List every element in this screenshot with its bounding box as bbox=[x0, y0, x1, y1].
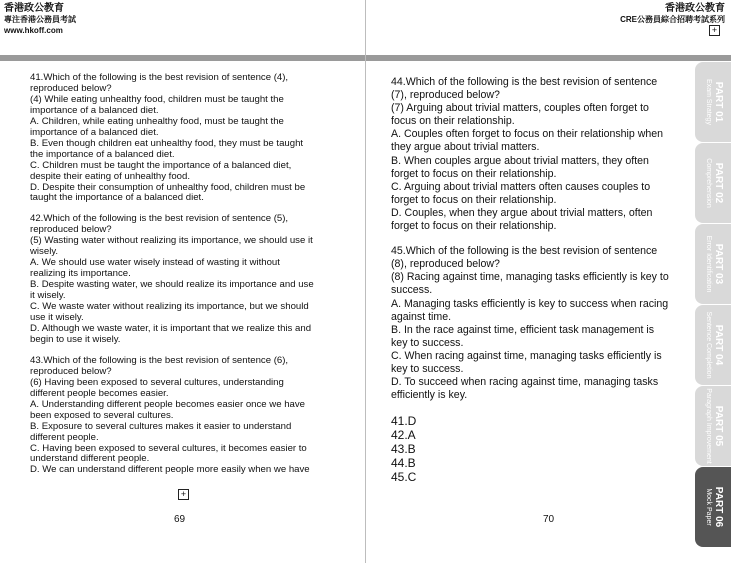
question-line: different people becomes easier. bbox=[30, 387, 169, 399]
question-line: (6) Having been exposed to several cultures, understanding bbox=[30, 376, 284, 388]
question-line: realizing its importance. bbox=[30, 268, 131, 280]
series-title: CRE公務員綜合招聘考試系列 bbox=[620, 15, 725, 24]
publisher-brand bbox=[4, 3, 76, 36]
answer-item: 41.D bbox=[391, 414, 417, 429]
question-line: forget to focus on their relationship. bbox=[391, 193, 557, 206]
answer-item: 44.B bbox=[391, 456, 416, 471]
tab-part-number: PART 03 bbox=[713, 243, 724, 285]
question-line: A. Understanding different people becomes easier once we have bbox=[30, 398, 306, 410]
tab-label: Sentence Completion bbox=[705, 311, 712, 379]
tab-part-number: PART 05 bbox=[713, 405, 724, 447]
question-list bbox=[30, 73, 335, 486]
right-page bbox=[366, 0, 731, 563]
question-line: importance of a balanced diet. bbox=[30, 104, 159, 116]
question-line: 44.Which of the following is the best revision of sentence bbox=[391, 76, 658, 88]
question-line: understand different people. bbox=[30, 453, 150, 465]
question-line: (5) Wasting water without realizing its importance, we should use it bbox=[30, 235, 313, 247]
question-line: 45.Which of the following is the best revision of sentence bbox=[391, 245, 658, 258]
question-line: D. Although we waste water, it is important that we realize this and bbox=[30, 322, 312, 334]
question-line: key to success. bbox=[391, 336, 464, 349]
tab-part-05[interactable] bbox=[695, 386, 731, 466]
section-tabs bbox=[695, 62, 731, 548]
header-band bbox=[0, 55, 366, 61]
question-line: despite their eating of unhealthy food. bbox=[30, 170, 191, 182]
question-line: 42.Which of the following is the best revision of sentence (5), bbox=[30, 213, 289, 225]
question-line: importance of a balanced diet. bbox=[30, 126, 159, 138]
question-line: efficiently is key. bbox=[391, 389, 468, 402]
question-line: against time. bbox=[391, 310, 452, 323]
question-line: D. We can understand different people more easily when we have bbox=[30, 464, 310, 476]
answer-item: 45.C bbox=[391, 470, 417, 485]
question-41 bbox=[30, 73, 335, 204]
question-line: begin to use it wisely. bbox=[30, 333, 121, 345]
question-line: A. Managing tasks efficiently is key to success when racing bbox=[391, 297, 669, 310]
brand-subtitle: 專注香港公務員考試 bbox=[4, 15, 76, 24]
question-line: 43.Which of the following is the best revision of sentence (6), bbox=[30, 354, 289, 366]
question-line: C. Children must be taught the importance of a balanced diet, bbox=[30, 159, 292, 171]
tab-part-number: PART 01 bbox=[713, 81, 724, 123]
tab-part-03[interactable] bbox=[695, 224, 731, 304]
answer-key bbox=[391, 414, 691, 484]
header-band bbox=[366, 55, 731, 61]
tab-part-01[interactable] bbox=[695, 62, 731, 142]
answer-item: 42.A bbox=[391, 428, 416, 443]
question-line: they argue about trivial matters. bbox=[391, 141, 540, 154]
question-line: reproduced below? bbox=[30, 224, 112, 236]
tab-part-number: PART 02 bbox=[713, 162, 724, 204]
question-line: forget to focus on their relationship. bbox=[391, 220, 557, 233]
question-line: (8) Racing against time, managing tasks efficiently is key to bbox=[391, 271, 669, 284]
tab-label: Paragraph Improvement bbox=[705, 388, 712, 464]
question-line: B. Even though children eat unhealthy food, they must be taught bbox=[30, 137, 304, 149]
publisher-brand bbox=[620, 3, 725, 25]
question-list bbox=[391, 76, 691, 484]
question-line: different people. bbox=[30, 431, 99, 443]
question-line: focus on their relationship. bbox=[391, 115, 515, 128]
plus-icon: + bbox=[709, 25, 720, 36]
brand-title: 香港政公教育 bbox=[4, 3, 64, 14]
page-number: 70 bbox=[543, 514, 555, 525]
question-line: key to success. bbox=[391, 362, 464, 375]
question-line: B. In the race against time, efficient task management is bbox=[391, 323, 655, 336]
tab-part-number: PART 06 bbox=[713, 486, 724, 528]
tab-part-number: PART 04 bbox=[713, 324, 724, 366]
question-line: reproduced below? bbox=[30, 365, 112, 377]
tab-part-02[interactable] bbox=[695, 143, 731, 223]
question-line: (7), reproduced below? bbox=[391, 89, 500, 102]
question-line: the importance of a balanced diet. bbox=[30, 148, 175, 160]
question-44 bbox=[391, 76, 691, 233]
tab-label: Error Identification bbox=[705, 235, 712, 293]
question-line: (8), reproduced below? bbox=[391, 258, 500, 271]
plus-icon: + bbox=[178, 489, 189, 500]
question-line: C. We waste water without realizing its importance, but we should bbox=[30, 301, 309, 313]
question-line: B. When couples argue about trivial matters, they often bbox=[391, 154, 649, 167]
question-line: A. We should use water wisely instead of wasting it without bbox=[30, 257, 280, 269]
answer-item: 43.B bbox=[391, 442, 416, 457]
question-line: 41.Which of the following is the best revision of sentence (4), bbox=[30, 72, 289, 83]
question-line: C. When racing against time, managing tasks efficiently is bbox=[391, 349, 662, 362]
question-line: taught the importance of a balanced diet. bbox=[30, 192, 204, 204]
question-line: B. Exposure to several cultures makes it easier to understand bbox=[30, 420, 292, 432]
question-line: A. Children, while eating unhealthy food, must be taught the bbox=[30, 115, 284, 127]
question-line: D. To succeed when racing against time, managing tasks bbox=[391, 376, 659, 389]
brand-website: www.hkoff.com bbox=[4, 26, 63, 35]
question-line: A. Couples often forget to focus on their relationship when bbox=[391, 128, 664, 141]
question-line: wisely. bbox=[30, 246, 59, 258]
brand-title: 香港政公教育 bbox=[665, 3, 725, 14]
question-line: (4) While eating unhealthy food, children must be taught the bbox=[30, 93, 284, 105]
tab-label: Comprehension bbox=[705, 158, 712, 208]
question-line: C. Arguing about trivial matters often causes couples to bbox=[391, 180, 651, 193]
question-line: success. bbox=[391, 284, 433, 297]
question-line: C. Having been exposed to several cultures, it becomes easier to bbox=[30, 442, 307, 454]
tab-part-04[interactable] bbox=[695, 305, 731, 385]
question-42 bbox=[30, 214, 335, 345]
question-line: B. Despite wasting water, we should realize its importance and use bbox=[30, 279, 314, 291]
question-line: D. Couples, when they argue about trivial matters, often bbox=[391, 206, 653, 219]
question-43 bbox=[30, 356, 335, 476]
question-line: it wisely. bbox=[30, 290, 66, 302]
question-line: use it wisely. bbox=[30, 312, 84, 324]
question-45 bbox=[391, 245, 691, 402]
question-line: reproduced below? bbox=[30, 82, 112, 94]
question-line: forget to focus on their relationship. bbox=[391, 167, 557, 180]
tab-label: Exam Strategy bbox=[705, 79, 712, 125]
tab-label: Mock Paper bbox=[705, 488, 712, 526]
question-line: (7) Arguing about trivial matters, couples often forget to bbox=[391, 102, 649, 115]
tab-part-06[interactable] bbox=[695, 467, 731, 547]
question-line: D. Despite their consumption of unhealthy food, children must be bbox=[30, 181, 306, 193]
question-line: been exposed to several cultures. bbox=[30, 409, 174, 421]
page-number: 69 bbox=[174, 514, 186, 525]
